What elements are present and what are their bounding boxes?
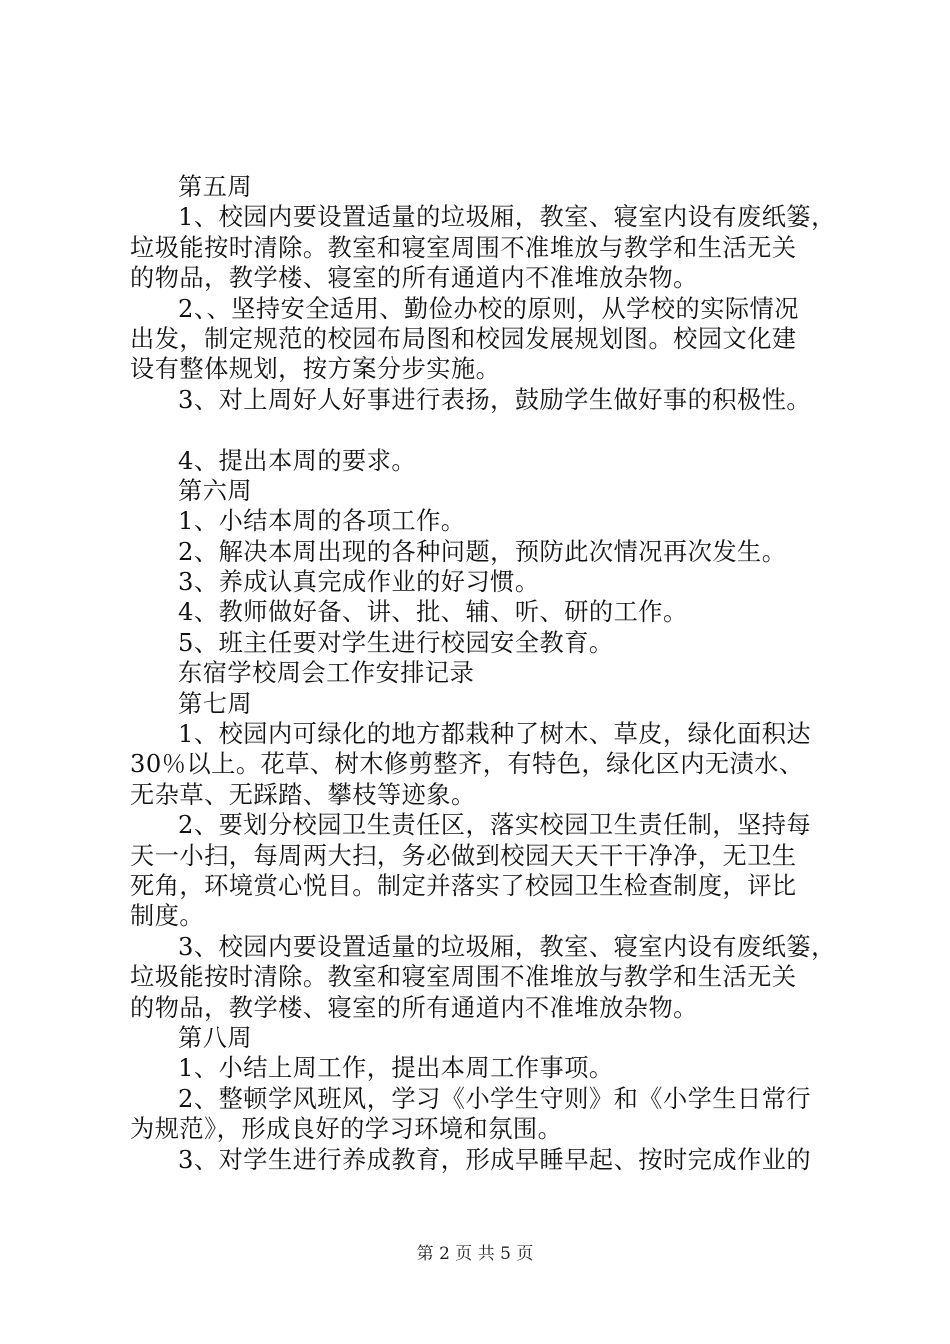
section-title: 东宿学校周会工作安排记录 bbox=[178, 659, 475, 688]
paragraph-line: 的物品，教学楼、寝室的所有通道内不准堆放杂物。 bbox=[130, 993, 698, 1022]
paragraph-line: 为规范》，形成良好的学习环境和氛围。 bbox=[130, 1115, 563, 1144]
paragraph-line: 3、对上周好人好事进行表扬，鼓励学生做好事的积极性。 bbox=[178, 385, 812, 414]
heading-week-8: 第八周 bbox=[178, 1023, 253, 1052]
paragraph-line: 2、、坚持安全适用、勤俭办校的原则，从学校的实际情况 bbox=[178, 294, 799, 323]
paragraph-line: 设有整体规划，按方案分步实施。 bbox=[130, 355, 501, 384]
heading-week-5: 第五周 bbox=[178, 173, 253, 201]
paragraph-line: 2、整顿学风班风，学习《小学生守则》和《小学生日常行 bbox=[178, 1084, 812, 1113]
paragraph-line: 3、校园内要设置适量的垃圾厢，教室、寝室内设有废纸篓， bbox=[178, 932, 836, 961]
blank-line bbox=[130, 415, 830, 445]
page-number-footer: 第 2 页 共 5 页 bbox=[416, 1244, 534, 1264]
paragraph-line: 垃圾能按时清除。教室和寝室周围不准堆放与教学和生活无关 bbox=[130, 963, 797, 992]
paragraph-line: 制度。 bbox=[130, 902, 205, 931]
paragraph-line: 2、要划分校园卫生责任区，落实校园卫生责任制，坚持每 bbox=[178, 811, 812, 840]
paragraph-line: 出发，制定规范的校园布局图和校园发展规划图。校园文化建 bbox=[130, 324, 797, 353]
paragraph-line: 死角，环境赏心悦目。制定并落实了校园卫生检查制度，评比 bbox=[130, 871, 797, 900]
paragraph-line: 5、班主任要对学生进行校园安全教育。 bbox=[178, 628, 614, 657]
paragraph-line: 1、校园内要设置适量的垃圾厢，教室、寝室内设有废纸篓， bbox=[178, 203, 836, 232]
paragraph-line: 无杂草、无踩踏、攀枝等迹象。 bbox=[130, 780, 476, 809]
paragraph-line: 3、对学生进行养成教育，形成早睡早起、按时完成作业的 bbox=[178, 1145, 812, 1174]
paragraph-line: 1、小结本周的各项工作。 bbox=[178, 507, 466, 536]
document-body bbox=[130, 172, 836, 1175]
paragraph-line: 的物品，教学楼、寝室的所有通道内不准堆放杂物。 bbox=[130, 264, 698, 293]
paragraph-line: 天一小扫，每周两大扫，务必做到校园天天干干净净，无卫生 bbox=[130, 841, 797, 870]
paragraph-line: 4、教师做好备、讲、批、辅、听、研的工作。 bbox=[178, 598, 688, 627]
paragraph-line: 1、校园内可绿化的地方都栽种了树木、草皮，绿化面积达 bbox=[178, 720, 812, 749]
paragraph-line: 3、养成认真完成作业的好习惯。 bbox=[178, 568, 540, 597]
paragraph-line: 4、提出本周的要求。 bbox=[178, 446, 417, 475]
heading-week-7: 第七周 bbox=[178, 689, 253, 718]
heading-week-6: 第六周 bbox=[178, 476, 253, 505]
paragraph-line: 2、解决本周出现的各种问题，预防此次情况再次发生。 bbox=[178, 537, 787, 566]
paragraph-line: 垃圾能按时清除。教室和寝室周围不准堆放与教学和生活无关 bbox=[130, 233, 797, 262]
paragraph-line: 1、小结上周工作，提出本周工作事项。 bbox=[178, 1054, 614, 1083]
paragraph-line: 30％以上。花草、树木修剪整齐，有特色，绿化区内无渍水、 bbox=[130, 750, 804, 779]
